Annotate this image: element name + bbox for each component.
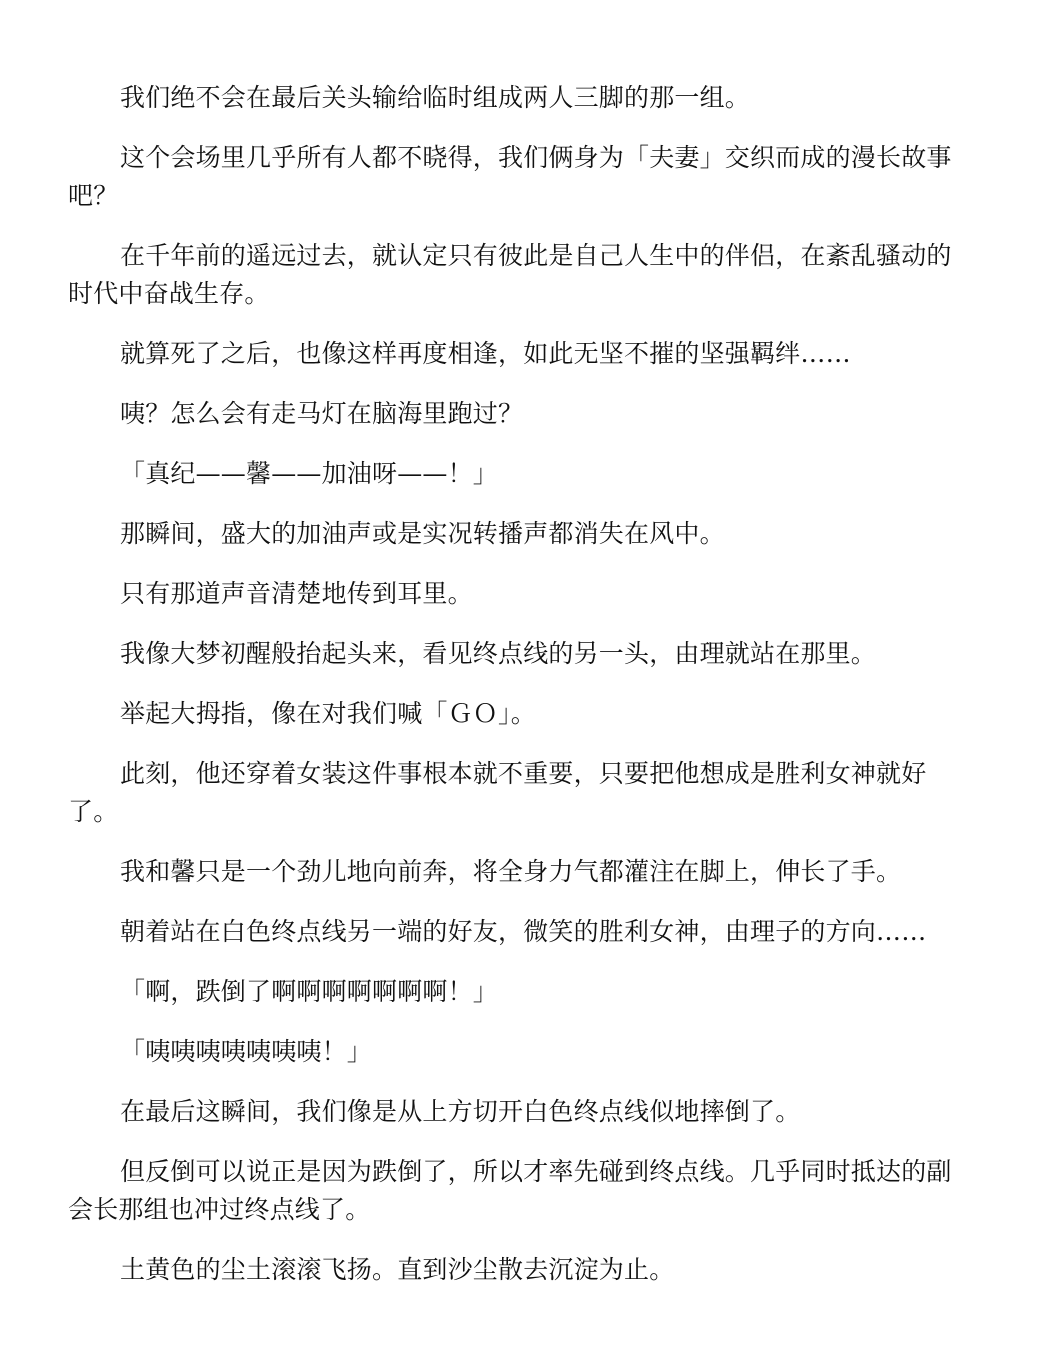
paragraph: 「啊，跌倒了啊啊啊啊啊啊啊！」 — [120, 977, 499, 1006]
paragraph: 这个会场里几乎所有人都不晓得，我们俩身为「夫妻」交织而成的漫长故事吧？ — [68, 143, 952, 210]
paragraph: 我和馨只是一个劲儿地向前奔，将全身力气都灌注在脚上，伸长了手。 — [120, 857, 902, 886]
paragraph: 就算死了之后，也像这样再度相逢，如此无坚不摧的坚强羁绊…… — [120, 339, 851, 368]
paragraph: 「咦咦咦咦咦咦咦！」 — [120, 1037, 373, 1066]
paragraph: 那瞬间，盛大的加油声或是实况转播声都消失在风中。 — [120, 519, 725, 548]
paragraph: 我像大梦初醒般抬起头来，看见终点线的另一头，由理就站在那里。 — [120, 639, 877, 668]
paragraph: 在千年前的遥远过去，就认定只有彼此是自己人生中的伴侣，在紊乱骚动的时代中奋战生存。 — [68, 241, 952, 308]
paragraph: 土黄色的尘土滚滚飞扬。直到沙尘散去沉淀为止。 — [120, 1255, 675, 1284]
paragraph: 朝着站在白色终点线另一端的好友，微笑的胜利女神，由理子的方向…… — [120, 917, 927, 946]
paragraph: 此刻，他还穿着女装这件事根本就不重要，只要把他想成是胜利女神就好了。 — [68, 759, 927, 826]
paragraph: 「真纪——馨——加油呀——！」 — [120, 459, 499, 488]
paragraph: 在最后这瞬间，我们像是从上方切开白色终点线似地摔倒了。 — [120, 1097, 801, 1126]
paragraph: 只有那道声音清楚地传到耳里。 — [120, 579, 473, 608]
paragraph: 但反倒可以说正是因为跌倒了，所以才率先碰到终点线。几乎同时抵达的副会长那组也冲过终点线了。 — [68, 1157, 952, 1224]
paragraph: 我们绝不会在最后关头输给临时组成两人三脚的那一组。 — [120, 83, 751, 112]
paragraph: 咦？怎么会有走马灯在脑海里跑过？ — [120, 399, 524, 428]
paragraph: 举起大拇指，像在对我们喊「ＧＯ」。 — [120, 699, 536, 728]
